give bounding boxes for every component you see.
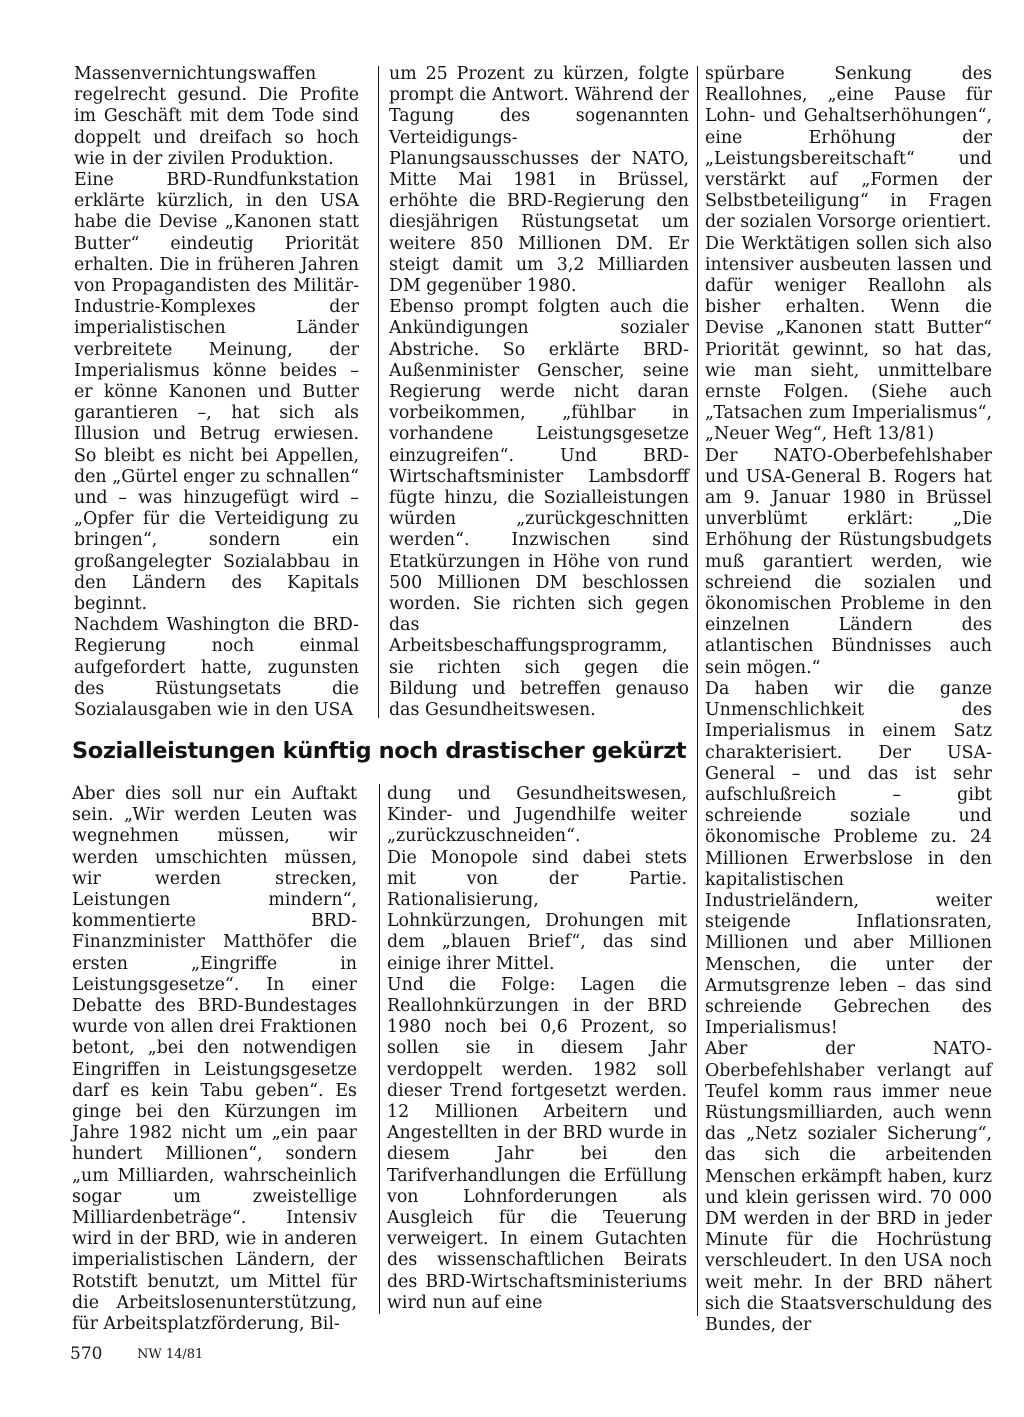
paragraph: Massenvernichtungswaffen regelrecht gesund. Die Profite im Geschäft mit dem Tode sind doppelt und dreifach so hoch wie in der zivilen Produktion. <box>74 64 359 169</box>
paragraph: Die Monopole sind dabei stets mit von der Partie. Rationalisierung, Lohnkürzungen, Drohungen mit dem „blauen Brief“, das sind einige ihrer Mittel. <box>387 847 687 974</box>
paragraph: spürbare Senkung des Reallohnes, „eine Pause für Lohn- und Gehaltserhöhungen“, eine Erhöhung der „Leistungsbereitschaft“ und verstärkt auf „Formen der Selbstbeteiligung“ in Fragen der sozialen Vorsorge orientiert. <box>705 64 992 233</box>
column-3 <box>705 64 992 1335</box>
paragraph: Aber dies soll nur ein Auftakt sein. „Wir werden Leuten was wegnehmen müssen, wir werden umschichten müssen, wir werden strecken, Leistungen mindern“, kommentierte BRD-Finanzminister Matthöfer die ersten „Eingriffe in Leistungsgesetze“. In einer Debatte des BRD-Bundestages wurde von allen drei Fraktionen betont, „bei den notwendigen Eingriffen in Leistungsgesetze darf es kein Tabu geben“. Es ginge bei den Kürzungen im Jahre 1982 nicht um „ein paar hundert Millionen“, sondern „um Milliarden, wahrscheinlich sogar um zweistellige Milliardenbeträge“. Intensiv wird in der BRD, wie in anderen imperialistischen Ländern, der Rotstift benutzt, um Mittel für die Arbeitslosenunterstützung, für Arbeitsplatzförderung, Bil- <box>72 784 357 1335</box>
column-2 <box>389 64 689 724</box>
section-heading: Sozialleistungen künftig noch drastischer gekürzt <box>72 738 687 764</box>
issue-label: NW 14/81 <box>137 1347 204 1362</box>
column-1 <box>74 64 359 724</box>
paragraph: um 25 Prozent zu kürzen, folgte prompt die Antwort. Während der Tagung des sogenannten Verteidigungs-Planungsausschusses der NATO, Mitte Mai 1981 in Brüssel, erhöhte die BRD-Regierung den diesjährigen Rüstungsetat um weitere 850 Millionen DM. Er steigt damit um 3,2 Milliarden DM gegenüber 1980. <box>389 64 689 297</box>
page-number: 570 <box>70 1344 103 1364</box>
paragraph: Die Werktätigen sollen sich also intensiver ausbeuten lassen und dafür weniger Reallohn als bisher erhalten. Wenn die Devise „Kanonen statt Butter“ Priorität gewinnt, so hat das, wie man sieht, unmittelbare ernste Folgen. (Siehe auch „Tatsachen zum Imperialismus“, „Neuer Weg“, Heft 13/81) <box>705 233 992 445</box>
column-rule <box>697 66 698 1316</box>
paragraph: Nachdem Washington die BRD-Regierung noch einmal aufgefordert hatte, zugunsten des Rüstungsetats die Sozialausgaben wie in den USA <box>74 615 359 721</box>
paragraph: Und die Folge: Lagen die Reallohnkürzungen in der BRD 1980 noch bei 0,6 Prozent, so sollen sie in diesem Jahr verdoppelt werden. 1982 soll dieser Trend fortgesetzt werden. 12 Millionen Arbeitern und Angestellten in der BRD wurde in diesem Jahr bei den Tarifverhandlungen die Erfüllung von Lohnforderungen als Ausgleich für die Teuerung verweigert. In einem Gutachten des wissenschaftlichen Beirats des BRD-Wirtschaftsministeriums wird nun auf eine <box>387 974 687 1313</box>
column-rule <box>378 66 379 718</box>
paragraph: Ebenso prompt folgten auch die Ankündigungen sozialer Abstriche. So erklärte BRD-Außenminister Genscher, seine Regierung werde nicht daran vorbeikommen, „fühlbar in vorhandene Leistungsgesetze einzugreifen“. Und BRD-Wirtschaftsminister Lambsdorff fügte hinzu, die Sozialleistungen würden „zurückgeschnitten werden“. Inzwischen sind Etatkürzungen in Höhe von rund 500 Millionen DM beschlossen worden. Sie richten sich gegen das Arbeitsbeschaffungsprogramm, sie richten sich gegen die Bildung und betreffen genauso das Gesundheitswesen. <box>389 297 689 721</box>
paragraph: Aber der NATO-Oberbefehlshaber verlangt auf Teufel komm raus immer neue Rüstungsmilliarden, auch wenn das „Netz sozialer Sicherung“, das sich die arbeitenden Menschen erkämpft haben, kurz und klein gerissen wird. 70 000 DM werden in der BRD in jeder Minute für die Hochrüstung verschleudert. In den USA noch weit mehr. In der BRD nähert sich die Staatsverschuldung des Bundes, der <box>705 1039 992 1335</box>
column-4 <box>72 784 357 1335</box>
paragraph: Da haben wir die ganze Unmenschlichkeit des Imperialismus in einem Satz charakterisiert. Der USA-General – und das ist sehr aufschlußreich – gibt schreiende soziale und ökonomische Probleme zu. 24 Millionen Erwerbslose in den kapitalistischen Industrieländern, weiter steigende Inflationsraten, Millionen und aber Millionen Menschen, die unter der Armutsgrenze leben – das sind schreiende Gebrechen des Imperialismus! <box>705 678 992 1039</box>
column-5 <box>387 784 687 1316</box>
paragraph: Eine BRD-Rundfunkstation erklärte kürzlich, in den USA habe die Devise „Kanonen statt Butter“ eindeutig Priorität erhalten. Die in früheren Jahren von Propagandisten des Militär-Industrie-Komplexes der imperialistischen Länder verbreitete Meinung, der Imperialismus könne beides – er könne Kanonen und Butter garantieren –, hat sich als Illusion und Betrug erwiesen. So bleibt es nicht bei Appellen, den „Gürtel enger zu schnallen“ und – was hinzugefügt wird – „Opfer für die Verteidigung zu bringen“, sondern ein großangelegter Sozialabbau in den Ländern des Kapitals beginnt. <box>74 170 359 615</box>
paragraph: dung und Gesundheitswesen, Kinder- und Jugendhilfe weiter „zurückzuschneiden“. <box>387 784 687 847</box>
paragraph: Der NATO-Oberbefehlshaber und USA-General B. Rogers hat am 9. Januar 1980 in Brüssel unverblümt erklärt: „Die Erhöhung der Rüstungsbudgets muß garantiert werden, wie schreiend die sozialen und ökonomischen Probleme in den einzelnen Ländern des atlantischen Bündnisses auch sein mögen.“ <box>705 445 992 678</box>
column-rule <box>379 784 380 1314</box>
